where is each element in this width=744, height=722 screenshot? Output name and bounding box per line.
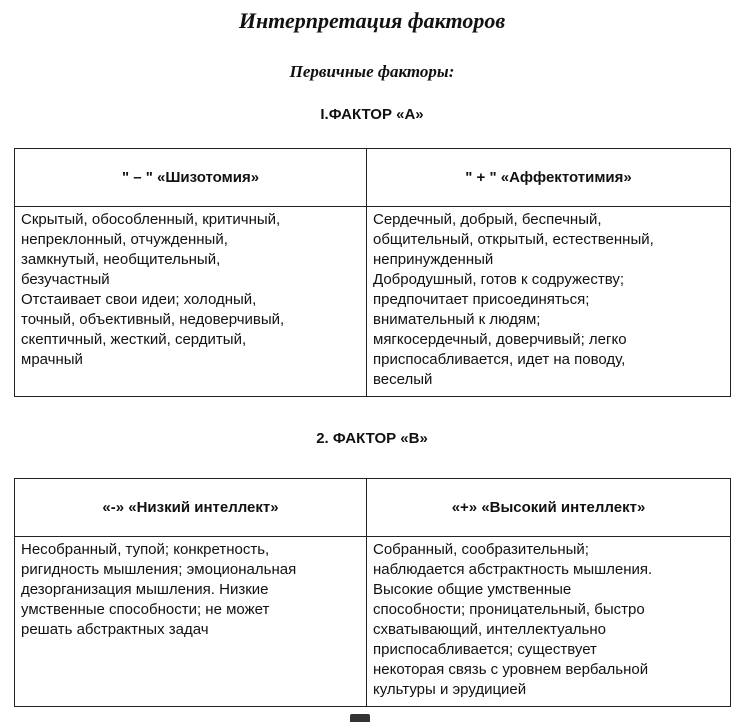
description-line: приспосабливается; существует — [373, 641, 597, 658]
description-line: непринужденный — [373, 251, 494, 268]
factor-a-table — [14, 148, 731, 397]
page-number-fragment — [350, 714, 370, 722]
factor-b-table — [14, 478, 731, 707]
description-line: приспосабливается, идет на поводу, — [373, 351, 626, 368]
factor-a-right-header: " + " «Аффектотимия» — [367, 149, 731, 207]
description-line: Скрытый, обособленный, критичный, — [21, 211, 281, 228]
description-line: Добродушный, готов к содружеству; — [373, 271, 625, 288]
description-line: Высокие общие умственные — [373, 581, 572, 598]
description-line: скептичный, жесткий, сердитый, — [21, 331, 247, 348]
factor-b-left-description — [15, 537, 367, 707]
factor-b-left-header: «-» «Низкий интеллект» — [15, 479, 367, 537]
section-subtitle: Первичные факторы: — [289, 62, 455, 81]
description-line: дезорганизация мышления. Низкие — [21, 581, 269, 598]
description-line: ригидность мышления; эмоциональная — [21, 561, 297, 578]
description-line: безучастный — [21, 271, 110, 288]
description-line: мягкосердечный, доверчивый; легко — [373, 331, 627, 348]
description-line: точный, объективный, недоверчивый, — [21, 311, 285, 328]
description-line: Сердечный, добрый, беспечный, — [373, 211, 602, 228]
description-line: некоторая связь с уровнем вербальной — [373, 661, 649, 678]
description-line: решать абстрактных задач — [21, 621, 209, 638]
factor-a-left-header: " – " «Шизотомия» — [15, 149, 367, 207]
description-line: непреклонный, отчужденный, — [21, 231, 228, 248]
description-line: умственные способности; не может — [21, 601, 270, 618]
factor-a-right-description — [367, 207, 731, 397]
description-line: Несобранный, тупой; конкретность, — [21, 541, 270, 558]
description-line: предпочитает присоединяться; — [373, 291, 590, 308]
factor-b-heading: 2. ФАКТОР «В» — [316, 430, 428, 447]
description-line: схватывающий, интеллектуально — [373, 621, 606, 638]
factor-b-right-description — [367, 537, 731, 707]
factor-a-heading: I.ФАКТОР «А» — [320, 106, 424, 123]
factor-b-right-header: «+» «Высокий интеллект» — [367, 479, 731, 537]
page-title: Интерпретация факторов — [238, 8, 506, 33]
description-line: способности; проницательный, быстро — [373, 601, 645, 618]
description-line: внимательный к людям; — [373, 311, 541, 328]
description-line: наблюдается абстрактность мышления. — [373, 561, 653, 578]
description-line: веселый — [373, 371, 433, 388]
description-line: культуры и эрудицией — [373, 681, 527, 698]
description-line: мрачный — [21, 351, 83, 368]
description-line: Собранный, сообразительный; — [373, 541, 589, 558]
description-line: Отстаивает свои идеи; холодный, — [21, 291, 257, 308]
description-line: общительный, открытый, естественный, — [373, 231, 654, 248]
factor-a-left-description — [15, 207, 367, 397]
description-line: замкнутый, необщительный, — [21, 251, 221, 268]
